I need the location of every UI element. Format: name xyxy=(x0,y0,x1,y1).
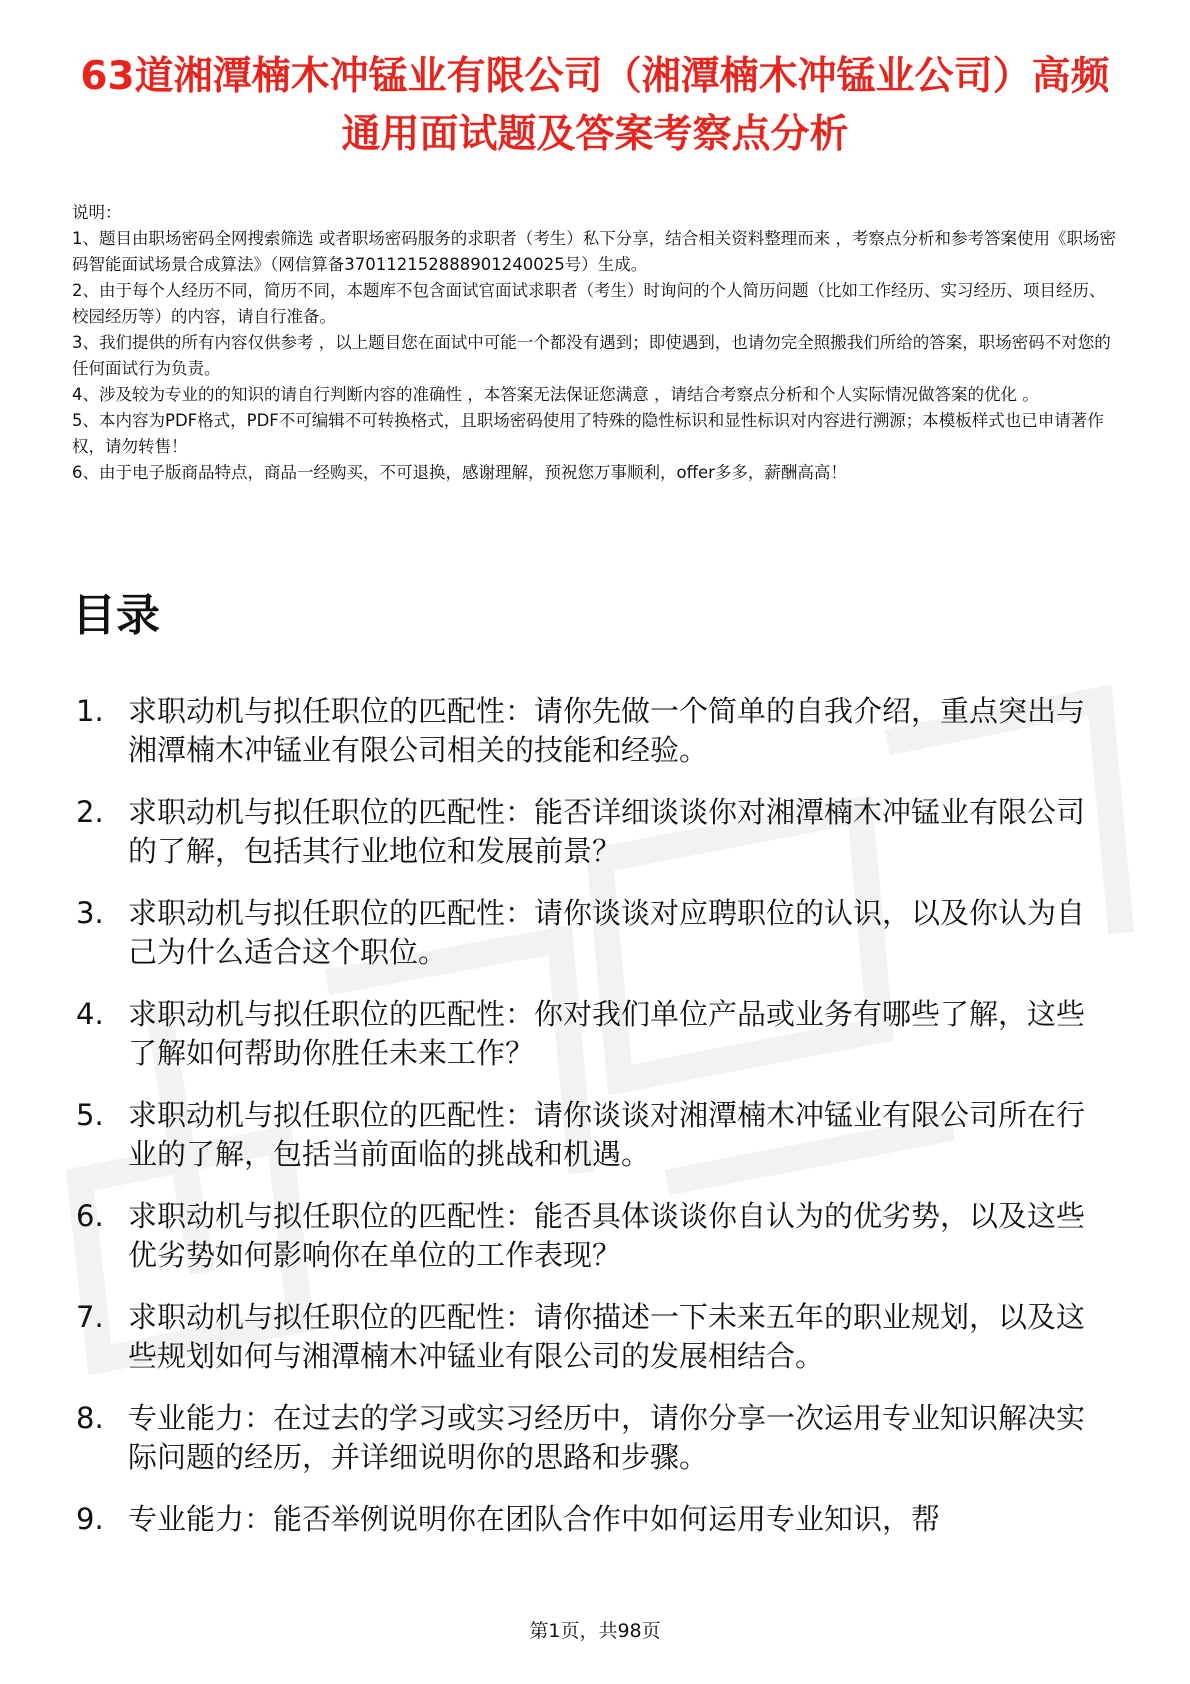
toc-item-text: 专业能力：在过去的学习或实习经历中，请你分享一次运用专业知识解决实际问题的经历，并详细说明你的思路和步骤。 xyxy=(128,1401,1086,1474)
toc-item-number: 6. xyxy=(76,1199,104,1233)
toc-item-text: 求职动机与拟任职位的匹配性：请你谈谈对湘潭楠木冲锰业有限公司所在行业的了解，包括当前面临的挑战和机遇。 xyxy=(128,1098,1086,1171)
notes-heading: 说明： xyxy=(72,203,122,222)
toc-item-number: 8. xyxy=(76,1401,104,1435)
note-item: 5、本内容为PDF格式，PDF不可编辑不可转换格式，且职场密码使用了特殊的隐性标识和显性标识对内容进行溯源；本模板样式也已申请著作权，请勿转售！ xyxy=(72,411,1104,456)
toc-heading: 目录 xyxy=(72,590,160,641)
toc-item[interactable] xyxy=(72,1096,1112,1174)
toc-item[interactable] xyxy=(72,1197,1112,1275)
toc-item[interactable] xyxy=(72,995,1112,1073)
toc-item[interactable] xyxy=(72,692,1112,770)
toc-item[interactable] xyxy=(72,1399,1112,1477)
toc-item-number: 7. xyxy=(76,1300,104,1334)
toc-item[interactable] xyxy=(72,894,1112,972)
page-footer: 第1页，共98页 xyxy=(529,1620,661,1642)
note-item: 3、我们提供的所有内容仅供参考 ，以上题目您在面试中可能一个都没有遇到；即使遇到，也请勿完全照搬我们所给的答案，职场密码不对您的任何面试行为负责。 xyxy=(72,333,1111,378)
document-title: 63道湘潭楠木冲锰业有限公司（湘潭楠木冲锰业公司）高频通用面试题及答案考察点分析 xyxy=(80,54,1110,157)
toc-item[interactable] xyxy=(72,1500,1112,1539)
toc-item-text: 求职动机与拟任职位的匹配性：请你描述一下未来五年的职业规划，以及这些规划如何与湘潭楠木冲锰业有限公司的发展相结合。 xyxy=(128,1300,1086,1373)
toc-item-text: 求职动机与拟任职位的匹配性：你对我们单位产品或业务有哪些了解，这些了解如何帮助你胜任未来工作？ xyxy=(128,997,1086,1070)
notes-section xyxy=(72,200,1117,486)
note-item: 1、题目由职场密码全网搜索筛选 或者职场密码服务的求职者（考生）私下分享，结合相关资料整理而来 ，考察点分析和参考答案使用《职场密码智能面试场景合成算法》（网信算备370112152888901240025号）生成。 xyxy=(72,229,1116,274)
toc-item-number: 1. xyxy=(76,694,104,728)
note-item: 2、由于每个人经历不同，简历不同，本题库不包含面试官面试求职者（考生）时询问的个人简历问题（比如工作经历、实习经历、项目经历、校园经历等）的内容，请自行准备。 xyxy=(72,281,1106,326)
note-item: 4、涉及较为专业的的知识的请自行判断内容的准确性 ，本答案无法保证您满意 ，请结合考察点分析和个人实际情况做答案的优化 。 xyxy=(72,385,1039,404)
toc-item-number: 5. xyxy=(76,1098,104,1132)
toc-item[interactable] xyxy=(72,793,1112,871)
note-item: 6、由于电子版商品特点，商品一经购买，不可退换，感谢理解，预祝您万事顺利，offer多多，薪酬高高！ xyxy=(72,463,847,482)
toc-item-text: 专业能力：能否举例说明你在团队合作中如何运用专业知识，帮 xyxy=(128,1502,941,1536)
toc-item-number: 4. xyxy=(76,997,104,1031)
toc-item-text: 求职动机与拟任职位的匹配性：请你谈谈对应聘职位的认识，以及你认为自己为什么适合这个职位。 xyxy=(128,896,1086,969)
toc-item-number: 9. xyxy=(76,1502,104,1536)
toc-item-text: 求职动机与拟任职位的匹配性：请你先做一个简单的自我介绍，重点突出与湘潭楠木冲锰业有限公司相关的技能和经验。 xyxy=(128,694,1086,767)
toc-item-text: 求职动机与拟任职位的匹配性：能否详细谈谈你对湘潭楠木冲锰业有限公司的了解，包括其行业地位和发展前景？ xyxy=(128,795,1086,868)
toc-item-number: 2. xyxy=(76,795,104,829)
toc-item-text: 求职动机与拟任职位的匹配性：能否具体谈谈你自认为的优劣势，以及这些优劣势如何影响你在单位的工作表现？ xyxy=(128,1199,1086,1272)
toc-list xyxy=(72,692,1112,1562)
toc-item-number: 3. xyxy=(76,896,104,930)
toc-item[interactable] xyxy=(72,1298,1112,1376)
